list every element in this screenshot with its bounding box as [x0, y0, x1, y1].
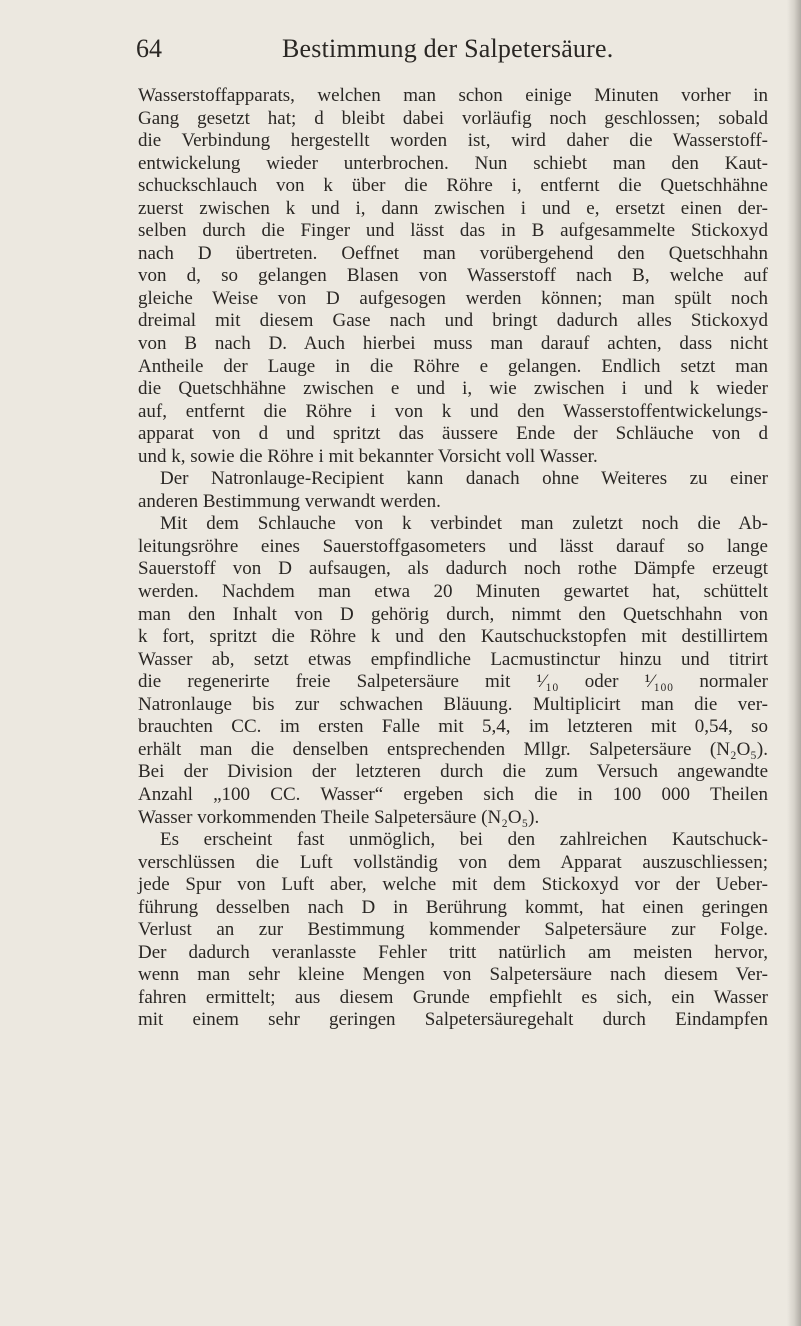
text-line: Wasser ab, setzt etwas empfindliche Lacmustinctur hinzu und titrirt [138, 648, 768, 670]
text-line: Wasser vorkommenden Theile Salpetersäure (N₂O₅). [138, 806, 540, 828]
text-line: Mit dem Schlauche von k verbindet man zuletzt noch die Ab- [160, 513, 768, 535]
text-line: jede Spur von Luft aber, welche mit dem Stickoxyd vor der Ueber- [138, 874, 768, 896]
text-line: von d, so gelangen Blasen von Wasserstoff nach B, welche auf [138, 265, 768, 287]
text-line: Antheile der Lauge in die Röhre e gelangen. Endlich setzt man [138, 355, 768, 377]
text-line: fahren ermittelt; aus diesem Grunde empfiehlt es sich, ein Wasser [138, 986, 768, 1008]
body-text [138, 85, 768, 1032]
text-line: Verlust an zur Bestimmung kommender Salpetersäure zur Folge. [138, 919, 768, 941]
running-head: Bestimmung der Salpetersäure. [282, 34, 614, 63]
text-line: verschlüssen die Luft vollständig von dem Apparat auszuschliessen; [138, 851, 768, 873]
text-line: Natronlauge bis zur schwachen Bläuung. Multiplicirt man die ver- [138, 693, 768, 715]
text-line: wenn man sehr kleine Mengen von Salpetersäure nach diesem Ver- [138, 964, 768, 986]
text-line: die Quetschhähne zwischen e und i, wie zwischen i und k wieder [138, 378, 768, 400]
text-line: selben durch die Finger und lässt das in B aufgesammelte Stickoxyd [138, 220, 768, 242]
text-line: die regenerirte freie Salpetersäure mit ¹⁄₁₀ oder ¹⁄₁₀₀ normaler [138, 671, 768, 693]
text-line: Der Natronlauge-Recipient kann danach ohne Weiteres zu einer [160, 468, 768, 490]
text-line: Anzahl „100 CC. Wasser“ ergeben sich die in 100 000 Theilen [138, 783, 768, 805]
text-line: erhält man die denselben entsprechenden Mllgr. Salpetersäure (N₂O₅). [138, 738, 768, 760]
text-line: k fort, spritzt die Röhre k und den Kautschuckstopfen mit destillirtem [138, 626, 768, 648]
text-line: von B nach D. Auch hierbei muss man darauf achten, dass nicht [138, 333, 768, 355]
text-line: Der dadurch veranlasste Fehler tritt natürlich am meisten hervor, [138, 941, 768, 963]
text-line: werden. Nachdem man etwa 20 Minuten gewartet hat, schüttelt [138, 581, 768, 603]
text-line: nach D übertreten. Oeffnet man vorübergehend den Quetschhahn [138, 242, 768, 264]
text-line: brauchten CC. im ersten Falle mit 5,4, im letzteren mit 0,54, so [138, 716, 768, 738]
text-line: Sauerstoff von D aufsaugen, als dadurch noch rothe Dämpfe erzeugt [138, 558, 768, 580]
text-line: leitungsröhre eines Sauerstoffgasometers und lässt darauf so lange [138, 535, 768, 557]
text-line: die Verbindung hergestellt worden ist, wird daher die Wasserstoff- [138, 130, 768, 152]
text-line: führung desselben nach D in Berührung kommt, hat einen geringen [138, 896, 768, 918]
text-line: schuckschlauch von k über die Röhre i, entfernt die Quetschhähne [138, 175, 768, 197]
text-line: Bei der Division der letzteren durch die zum Versuch angewandte [138, 761, 768, 783]
text-line: man den Inhalt von D gehörig durch, nimmt den Quetschhahn von [138, 603, 768, 625]
text-line: anderen Bestimmung verwandt werden. [138, 490, 441, 512]
page-edge-shadow [787, 0, 801, 1326]
text-line: zuerst zwischen k und i, dann zwischen i und e, ersetzt einen der- [138, 197, 768, 219]
text-line: Wasserstoffapparats, welchen man schon einige Minuten vorher in [138, 85, 768, 106]
text-line: dreimal mit diesem Gase nach und bringt dadurch alles Stickoxyd [138, 310, 768, 332]
text-line: mit einem sehr geringen Salpetersäuregehalt durch Eindampfen [138, 1009, 768, 1031]
text-line: entwickelung wieder unterbrochen. Nun schiebt man den Kaut- [138, 152, 768, 174]
text-line: apparat von d und spritzt das äussere Ende der Schläuche von d [138, 423, 768, 445]
page-number: 64 [136, 34, 162, 63]
text-line: und k, sowie die Röhre i mit bekannter Vorsicht voll Wasser. [138, 445, 598, 467]
page-header [0, 30, 801, 70]
text-line: Es erscheint fast unmöglich, bei den zahlreichen Kautschuck- [160, 829, 768, 851]
text-line: gleiche Weise von D aufgesogen werden können; man spült noch [138, 287, 768, 309]
text-line: Gang gesetzt hat; d bleibt dabei vorläufig noch geschlossen; sobald [138, 107, 768, 129]
text-line: auf, entfernt die Röhre i von k und den Wasserstoffentwickelungs- [138, 400, 768, 422]
